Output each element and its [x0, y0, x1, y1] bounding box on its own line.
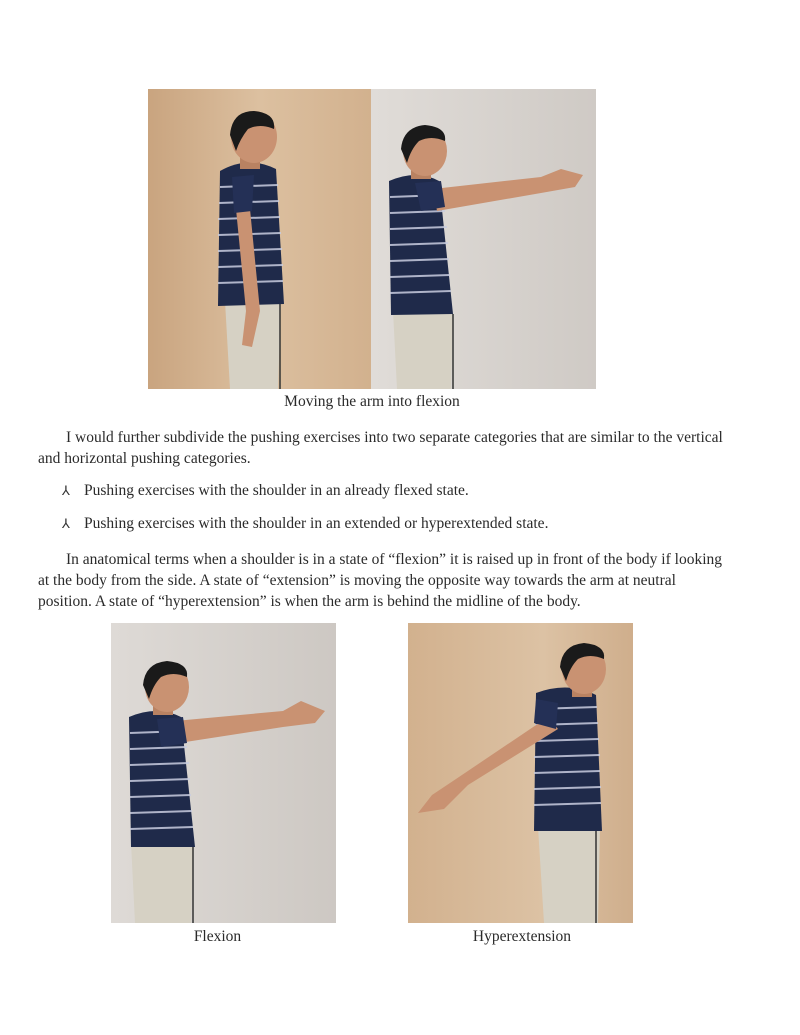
bullet-icon: ⅄ — [62, 516, 70, 531]
flexion-caption: Flexion — [193, 928, 242, 945]
paragraph-1-text: I would further subdivide the pushing exercises into two separate categories that are similar to the vertical and horizontal pushing categories. — [38, 429, 723, 467]
photo-flexion — [111, 623, 336, 923]
paragraph-anatomical — [38, 549, 728, 612]
hyperextension-caption: Hyperextension — [472, 928, 572, 945]
photo-standing-neutral — [148, 89, 371, 389]
bullet-item-flexed — [62, 482, 469, 500]
bullet-item-extended — [62, 515, 548, 533]
paragraph-2-text: In anatomical terms when a shoulder is in a state of “flexion” it is raised up in front of the body if looking at the body from the side. A state of “extension” is moving the opposite way towards the arm at neutral position. A state of “hyperextension” is when the arm is behind the midline of the body. — [38, 551, 723, 610]
top-figure-caption: Moving the arm into flexion — [284, 393, 460, 410]
photo-hyperextension — [408, 623, 633, 923]
bullet-text: Pushing exercises with the shoulder in an already flexed state. — [84, 482, 469, 499]
paragraph-subdivide — [38, 427, 728, 469]
photo-arm-raised-forward — [371, 89, 596, 389]
bullet-icon: ⅄ — [62, 483, 70, 498]
bullet-text: Pushing exercises with the shoulder in an extended or hyperextended state. — [84, 515, 549, 532]
